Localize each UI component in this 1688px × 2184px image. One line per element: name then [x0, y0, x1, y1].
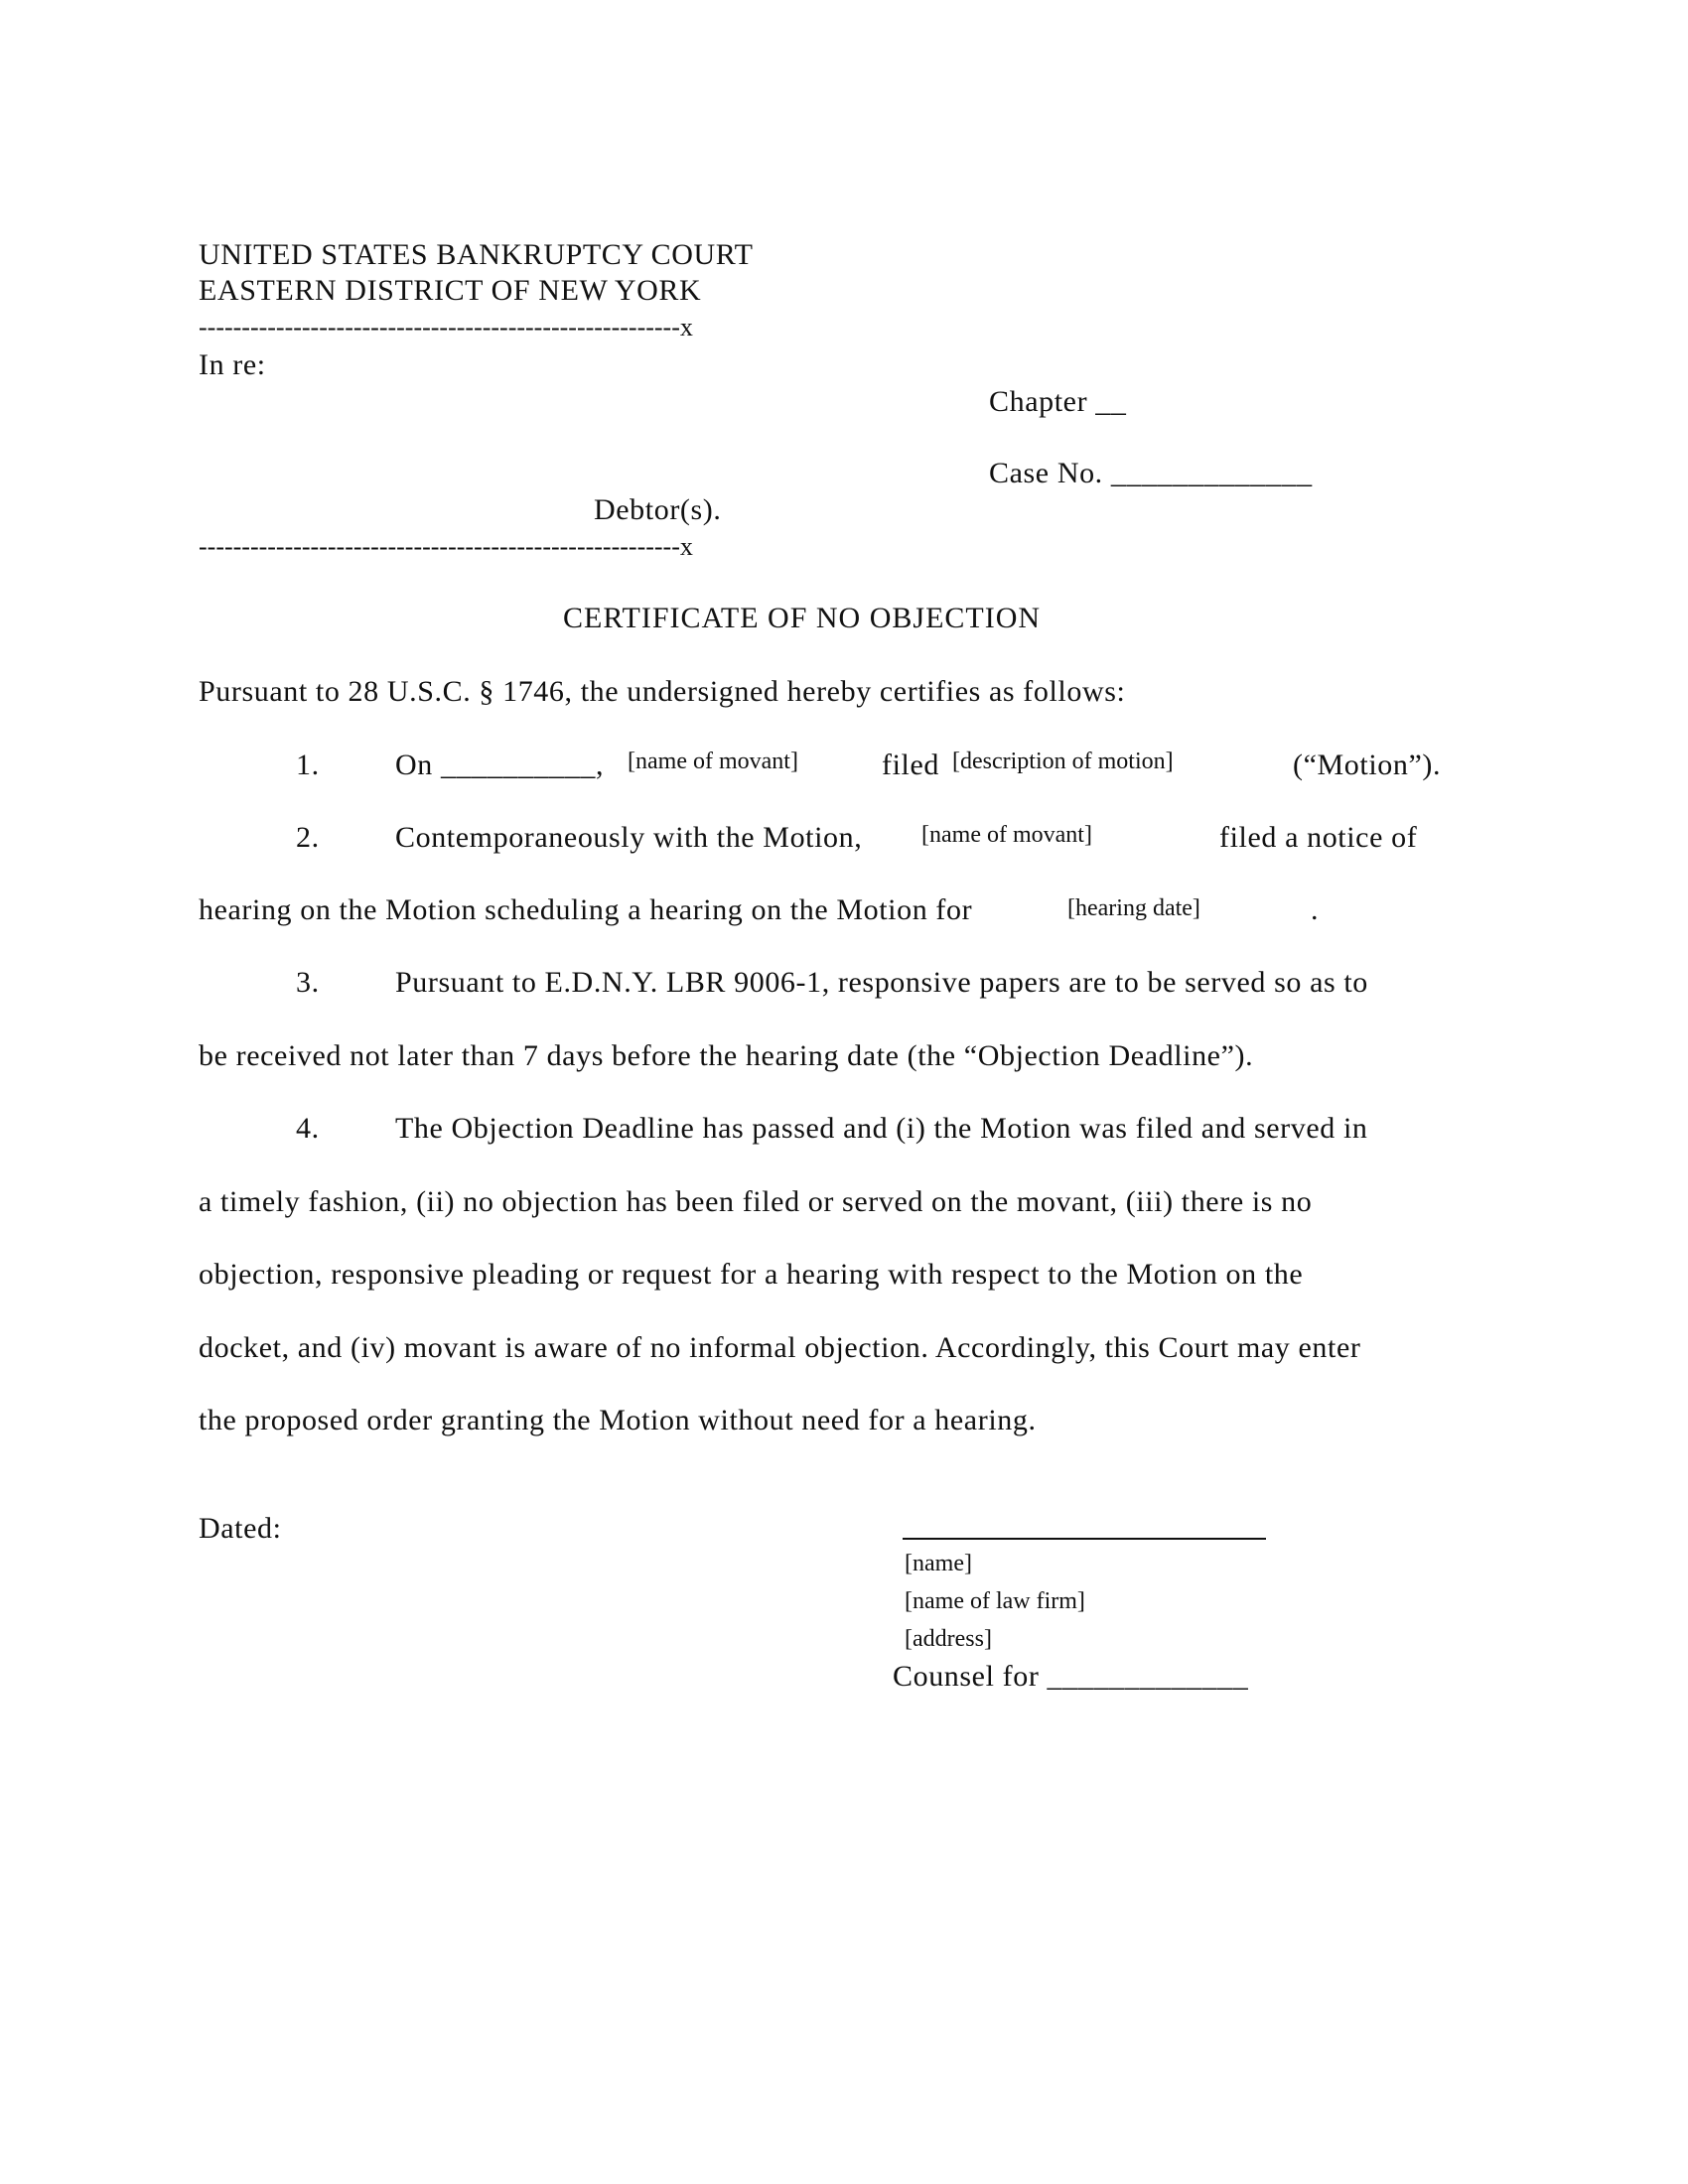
- debtor-label: Debtor(s).: [594, 493, 722, 526]
- paragraph-1-motion-defined: (“Motion”).: [1293, 749, 1442, 781]
- case-number-field: Case No. _____________: [989, 457, 1313, 489]
- document-title: CERTIFICATE OF NO OBJECTION: [563, 602, 1042, 634]
- paragraph-4-number: 4.: [296, 1112, 320, 1145]
- paragraph-2-number: 2.: [296, 821, 320, 854]
- paragraph-4-line2: a timely fashion, (ii) no objection has been filed or served on the movant, (iii) there is no: [199, 1185, 1313, 1218]
- paragraph-1-filed: filed: [882, 749, 939, 781]
- paragraph-2-period: .: [1311, 893, 1320, 926]
- address-placeholder: [address]: [905, 1626, 992, 1652]
- paragraph-4-line4: docket, and (iv) movant is aware of no informal objection. Accordingly, this Court may enter: [199, 1331, 1361, 1364]
- paragraph-4-line1: The Objection Deadline has passed and (i) the Motion was filed and served in: [395, 1112, 1368, 1145]
- paragraph-3-line2: be received not later than 7 days before the hearing date (the “Objection Deadline”).: [199, 1039, 1254, 1072]
- signatory-name-placeholder: [name]: [905, 1551, 972, 1576]
- paragraph-3-line1: Pursuant to E.D.N.Y. LBR 9006-1, responsive papers are to be served so as to: [395, 966, 1368, 999]
- paragraph-1-movant-placeholder: [name of movant]: [628, 749, 798, 774]
- paragraph-2-line2: hearing on the Motion scheduling a hearing on the Motion for: [199, 893, 973, 926]
- court-name-line2: EASTERN DISTRICT OF NEW YORK: [199, 274, 702, 307]
- chapter-field: Chapter __: [989, 385, 1127, 418]
- caption-divider-bottom: --------------------------------------------------------x: [199, 532, 693, 561]
- paragraph-1-motion-description-placeholder: [description of motion]: [952, 749, 1174, 774]
- in-re-label: In re:: [199, 348, 266, 381]
- counsel-for-field: Counsel for _____________: [893, 1660, 1249, 1693]
- intro-statement: Pursuant to 28 U.S.C. § 1746, the undersigned hereby certifies as follows:: [199, 675, 1126, 708]
- paragraph-2-movant-placeholder: [name of movant]: [921, 822, 1092, 848]
- paragraph-1-number: 1.: [296, 749, 320, 781]
- paragraph-3-number: 3.: [296, 966, 320, 999]
- paragraph-2-text: Contemporaneously with the Motion,: [395, 821, 863, 854]
- paragraph-2-hearing-date-placeholder: [hearing date]: [1067, 895, 1200, 921]
- dated-label: Dated:: [199, 1512, 282, 1545]
- paragraph-4-line5: the proposed order granting the Motion without need for a hearing.: [199, 1404, 1037, 1436]
- paragraph-1-on-date: On __________,: [395, 749, 605, 781]
- paragraph-2-filed-notice: filed a notice of: [1219, 821, 1418, 854]
- court-name-line1: UNITED STATES BANKRUPTCY COURT: [199, 238, 754, 271]
- caption-divider-top: --------------------------------------------------------x: [199, 313, 693, 341]
- law-firm-placeholder: [name of law firm]: [905, 1588, 1085, 1614]
- paragraph-4-line3: objection, responsive pleading or request for a hearing with respect to the Motion on the: [199, 1258, 1304, 1291]
- signature-line: [903, 1538, 1266, 1540]
